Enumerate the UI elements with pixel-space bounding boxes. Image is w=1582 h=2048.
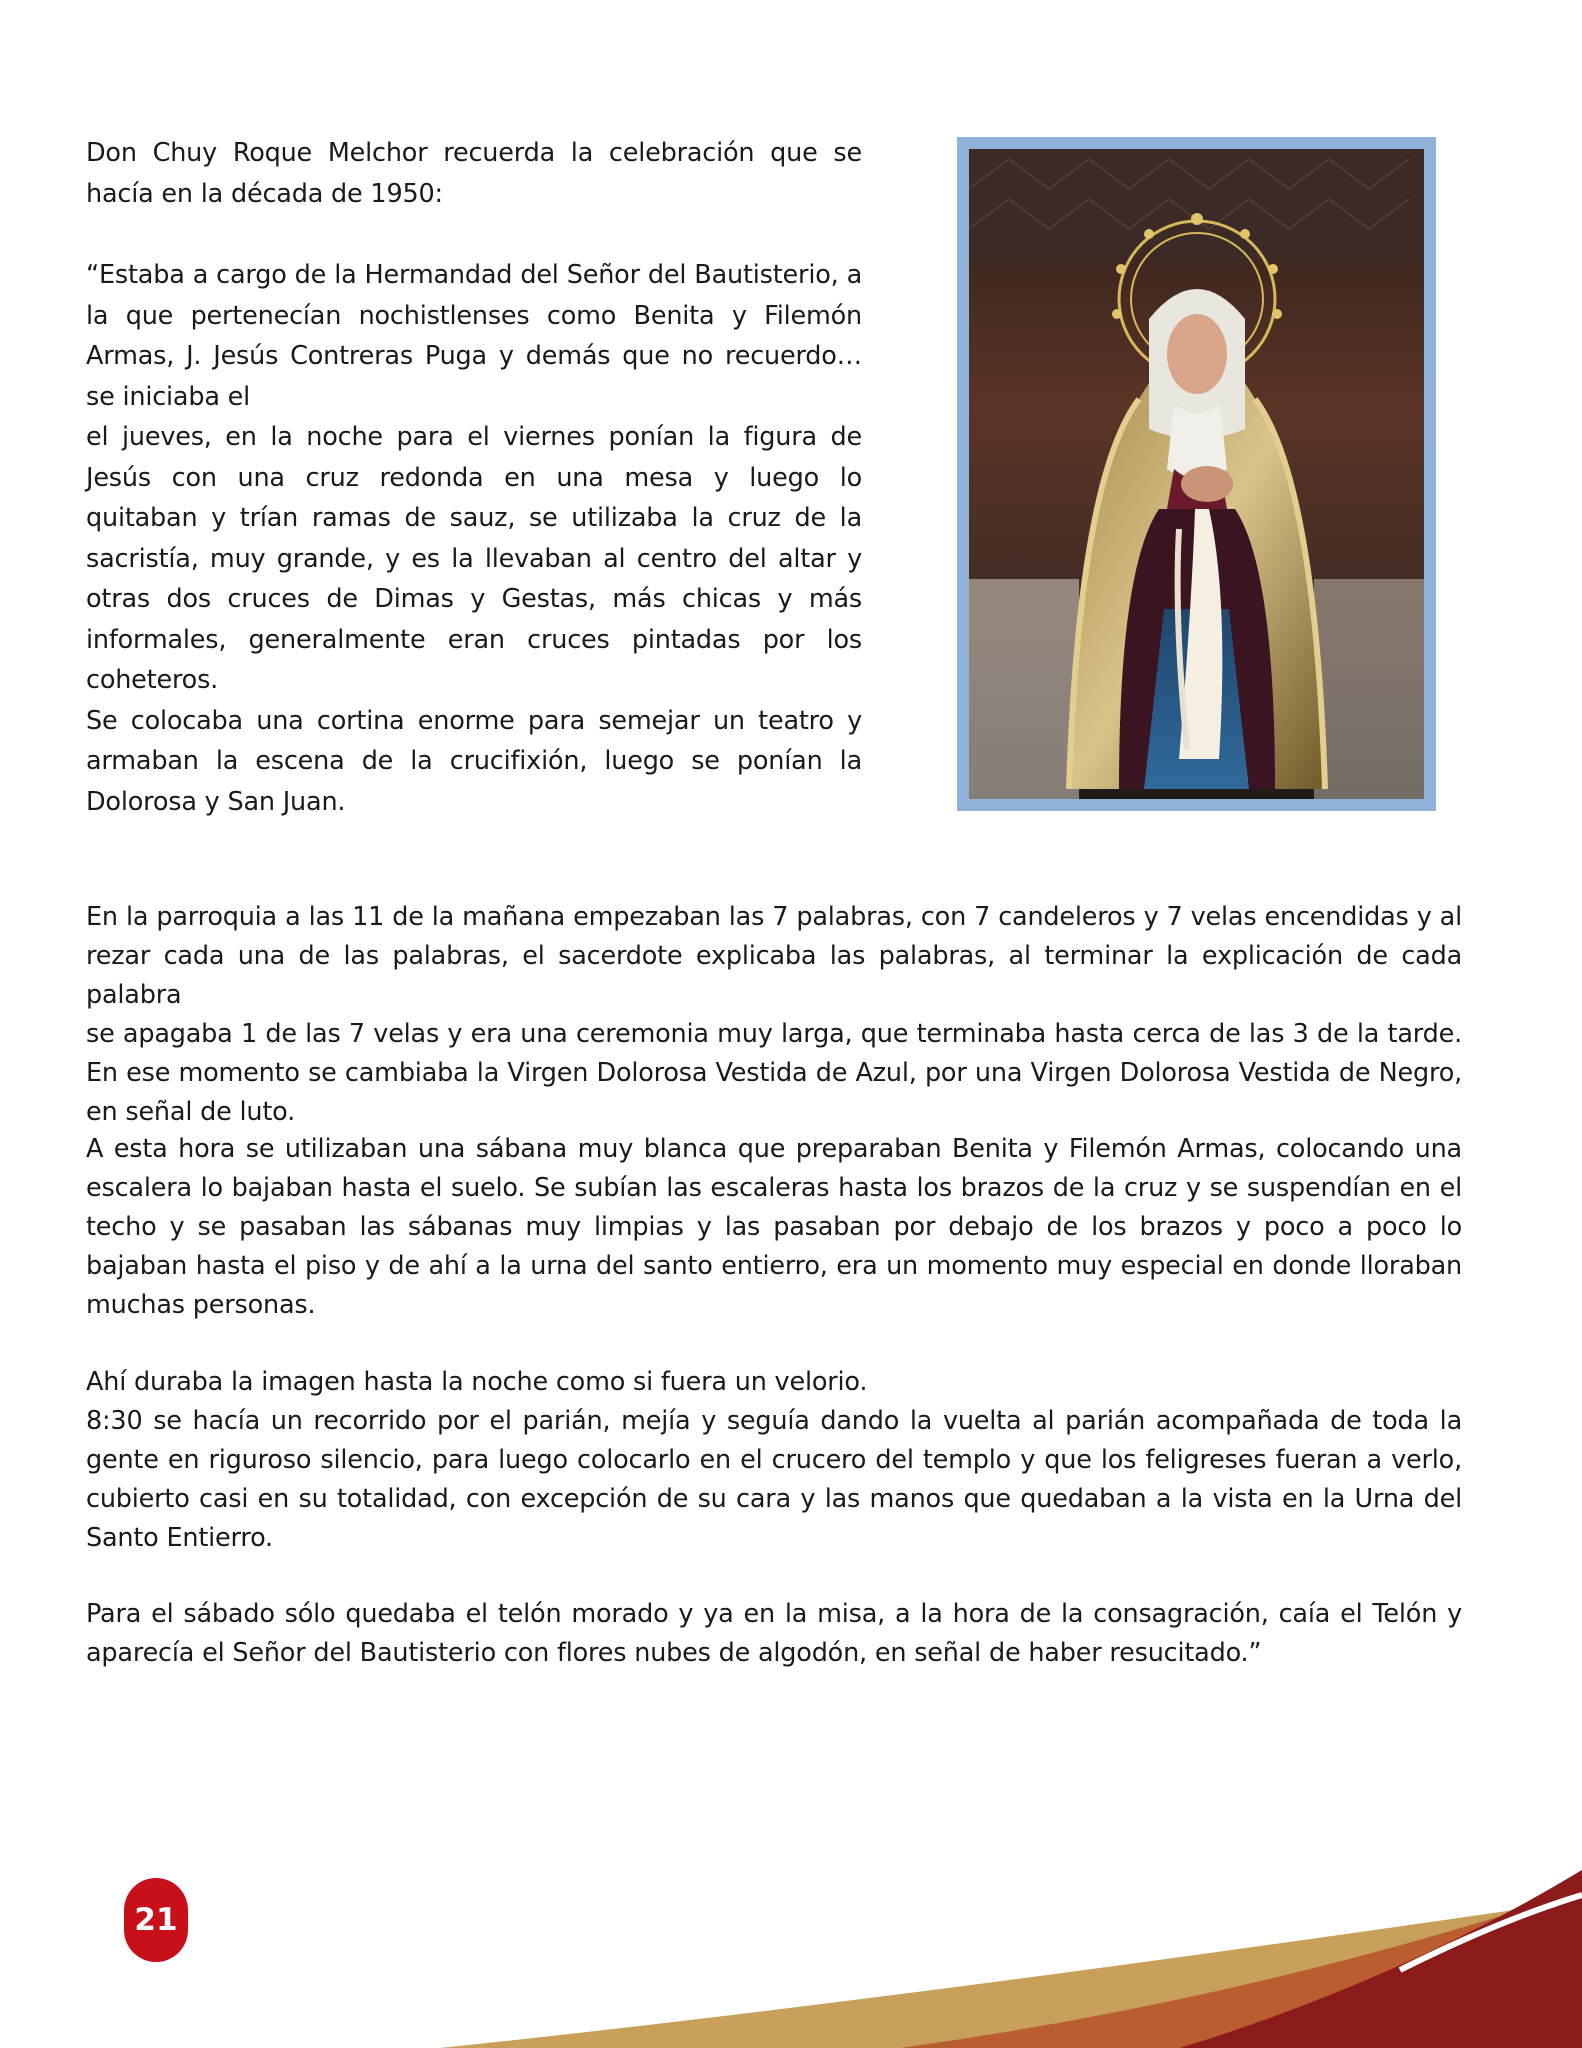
text-line: gente en riguroso silencio, para luego colocarlo en el crucero del templo y que los feligreses fueran a verlo, xyxy=(86,1445,1462,1475)
text-line: sacristía, muy grande, y es la llevaban al centro del altar y xyxy=(86,543,862,574)
text-line: el jueves, en la noche para el viernes ponían la figura de xyxy=(86,422,862,452)
text-line: 8:30 se hacía un recorrido por el parián, mejía y seguía dando la vuelta al parián acompañada de toda la xyxy=(86,1406,1462,1436)
paragraph-siete-palabras xyxy=(86,898,1462,1132)
text-line: la que pertenecían nochistlenses como Benita y Filemón xyxy=(86,300,862,331)
virgin-dolorosa-photo xyxy=(969,149,1424,799)
text-line: escalera lo bajaban hasta el suelo. Se subían las escaleras hasta los brazos de la cruz y se suspendían en el xyxy=(86,1173,1462,1203)
text-line: A esta hora se utilizaban una sábana muy blanca que preparaban Benita y Filemón Armas, colocando una xyxy=(86,1134,1462,1164)
text-line: Jesús con una cruz redonda en una mesa y luego lo xyxy=(86,462,862,493)
text-line: quitaban y trían ramas de sauz, se utilizaba la cruz de la xyxy=(86,503,862,533)
text-line: informales, generalmente eran cruces pintadas por los xyxy=(86,624,862,655)
text-line: hacía en la década de 1950: xyxy=(86,178,443,209)
page-number: 21 xyxy=(134,1902,178,1938)
text-line: Ahí duraba la imagen hasta la noche como si fuera un velorio. xyxy=(86,1367,868,1397)
text-line: se apagaba 1 de las 7 velas y era una ceremonia muy larga, que terminaba hasta cerca de las 3 de la tarde. xyxy=(86,1019,1462,1049)
text-line: en señal de luto. xyxy=(86,1097,295,1127)
footer-swoosh-decoration xyxy=(0,1850,1582,2048)
paragraph-sabado xyxy=(86,1595,1462,1673)
intro-paragraph xyxy=(86,133,862,214)
text-line: Don Chuy Roque Melchor recuerda la celebración que se xyxy=(86,138,862,168)
paragraph-sabana xyxy=(86,1130,1462,1325)
text-line: Se colocaba una cortina enorme para semejar un teatro y xyxy=(86,705,862,736)
text-line: Dolorosa y San Juan. xyxy=(86,786,346,817)
text-line: cubierto casi en su totalidad, con excepción de su cara y las manos que quedaban a la vista en la Urna del xyxy=(86,1484,1462,1514)
text-line: rezar cada una de las palabras, el sacerdote explicaba las palabras, al terminar la explicación de cada palabra xyxy=(86,941,1462,1010)
text-line: coheteros. xyxy=(86,665,219,695)
text-line: “Estaba a cargo de la Hermandad del Señor del Bautisterio, a xyxy=(86,260,862,290)
text-line: armaban la escena de la crucifixión, luego se ponían la xyxy=(86,746,862,776)
text-line: muchas personas. xyxy=(86,1290,316,1320)
text-line: aparecía el Señor del Bautisterio con flores nubes de algodón, en señal de haber resucitado.” xyxy=(86,1638,1262,1668)
page-number-badge xyxy=(124,1878,188,1962)
text-line: Armas, J. Jesús Contreras Puga y demás que no recuerdo… xyxy=(86,341,862,371)
photo-frame xyxy=(957,137,1436,811)
quote-paragraph xyxy=(86,255,862,822)
text-line: En ese momento se cambiaba la Virgen Dolorosa Vestida de Azul, por una Virgen Dolorosa Vestida de Negro, xyxy=(86,1058,1462,1088)
text-line: se iniciaba el xyxy=(86,381,251,412)
text-line: Santo Entierro. xyxy=(86,1523,273,1553)
text-line: Para el sábado sólo quedaba el telón morado y ya en la misa, a la hora de la consagración, caía el Telón y xyxy=(86,1599,1462,1629)
text-line: En la parroquia a las 11 de la mañana empezaban las 7 palabras, con 7 candeleros y 7 velas encendidas y al xyxy=(86,902,1462,932)
text-line: techo y se pasaban las sábanas muy limpias y las pasaban por debajo de los brazos y poco a poco lo xyxy=(86,1212,1462,1242)
text-line: bajaban hasta el piso y de ahí a la urna del santo entierro, era un momento muy especial en donde lloraban xyxy=(86,1251,1462,1281)
paragraph-velorio xyxy=(86,1363,1462,1558)
text-line: otras dos cruces de Dimas y Gestas, más chicas y más xyxy=(86,584,862,614)
